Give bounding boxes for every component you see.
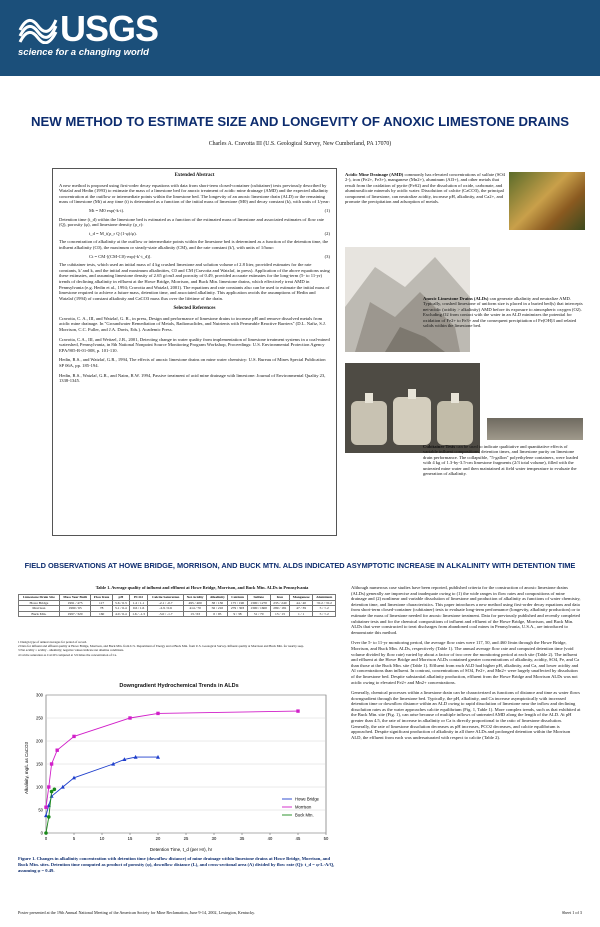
poster-title: NEW METHOD TO ESTIMATE SIZE AND LONGEVITY OF ANOXIC LIMESTONE DRAINS	[30, 114, 570, 129]
reference-item: Hedin, R.S., Watzlaf, G.R., and Nairn, R.W. 1994, Passive treatment of acid mine drainage with limestone: Journal of Environmental Quality 23, 1338-1345.	[59, 372, 326, 384]
abstract-paragraph: A new method is proposed using first-order decay equations with data from short-term closed-container (cubitainer) tests previously described by Watzlaf and Hedin (1993) to estimate the mass of a limestone bed for anoxic treatment of acidic mine drainage (AMD) and the expected alkalinity concentration at the outflow or intermediate points within the limestone bed. The longevity of an anoxic limestone drain (ALD) or the remaining mass of limestone (Mt) at any time (t) is determined as a function of the initial mass of limestone (M0) and decay constant (k), with units of 1/year:	[59, 182, 330, 205]
chart-ylabel: Alkalinity, mg/L as CaCO3	[24, 741, 29, 795]
author-line: Charles A. Cravotta III (U.S. Geological Survey, New Cumberland, PA 17070)	[208, 141, 392, 147]
table-header-cell: Net Acidity	[183, 595, 206, 601]
abstract-box	[52, 168, 337, 536]
x-tick-label: 15	[127, 836, 133, 841]
x-tick-label: 30	[211, 836, 217, 841]
ald-text: Anoxic Limestone Drains (ALDs) can generate alkalinity and neutralize AMD. Typically, crushed limestone of uniform size is placed in a buried bed(s) that intercepts net-acidic (acidity > alkalinity) AMD before its exposure to atmospheric oxygen (O2). Excluding O2 from contact with the water in an ALD minimizes the potential for oxidation of Fe2+ to Fe3+ and the consequent precipitation of Fe(OH)3 and related solids within the limestone bed.	[423, 296, 583, 329]
x-tick-label: 45	[295, 836, 301, 841]
usgs-logo[interactable]	[18, 8, 159, 58]
legend-label: Morrison	[295, 804, 312, 810]
legend-label: Buck Mtn.	[295, 812, 314, 818]
x-tick-label: 40	[267, 836, 273, 841]
data-point	[44, 831, 48, 835]
abstract-heading: Extended Abstract	[174, 173, 215, 178]
y-tick-label: 300	[36, 692, 43, 698]
y-tick-label: 200	[36, 738, 43, 744]
data-point	[44, 806, 47, 809]
table-title: Table 1. Average quality of influent and effluent at Howe Bridge, Morrison, and Buck Mtn. ALDs in Pennsylvania	[95, 585, 309, 590]
table-header-cell: Calcite Saturation	[148, 595, 184, 601]
table-header-cell: Manganese	[289, 595, 312, 601]
section-title: FIELD OBSERVATIONS AT HOWE BRIDGE, MORRISON, AND BUCK MTN. ALDS INDICATED ASYMPTOTIC INCREASE IN ALKALINITY WITH DETENTION TIME	[24, 561, 576, 570]
data-point	[56, 749, 59, 752]
table-note: 2 Data for influent and effluent quality at Howe Bridge, Morrison, and Buck Mtn. from U.S. Department of Energy and at Buck Mtn. from U.S. Geological Survey. Influent quality at Morrison and Buck Mtn. for nearby seep.	[18, 644, 305, 649]
footer	[18, 910, 582, 915]
body-paragraph: Although numerous case studies have been reported, published criteria for the construction of anoxic limestone drains (ALDs) generally are imprecise and inadequate owing to (1) the wide ranges in flow rates and compositions of mine drainage and (2) nonlinear and variable dissolution of limestone and production of alkalinity as functions of water chemistry, detention time, and limestone characteristics. This paper introduces a new method using first-order decay equations and data from short-term closed-container (cubitainer) tests to evaluate long-term performance (longevity, alkalinity production) or to estimate the mass of limestone needed for anoxic limestone treatment. Data for previously published and recently completed cubitainer tests and for the chemical compositions of influent and effluent of the Howe Bridge, Morrison, and Buck Mtn. ALDs that were constructed to treat discharges from abandoned coal mines in Pennsylvania, U.S.A., are introduced to demonstrate this method.	[351, 585, 581, 635]
equation-3: Ct = CM·[(CM-C0)·exp(-k'·t_d)]. (3)	[89, 253, 330, 259]
data-point	[72, 735, 75, 738]
data-point	[156, 712, 159, 715]
y-tick-label: 0	[40, 830, 43, 836]
logo-tagline: science for a changing world	[18, 47, 149, 58]
table-header-cell: Limestone Drain Site	[19, 595, 60, 601]
wave-icon	[18, 14, 58, 44]
body-paragraph: Over the 5- to 11-yr monitoring period, the average flow rates were 117, 50, and 460 l/min through the Howe Bridge, Morrison, and Buck Mtn. ALDs, respectively (Table 1). The annual average flow rate and computed detention time (void volume divided by flow rate) varied by about a factor of two over the monitoring period at each site (Table 2). The influent and effluent at the Howe Bridge and Morrison ALDs contained greater concentrations of alkalinity, acidity, SO4, Fe, and Ca than those at the Buck Mtn. site (Table 1). Effluent from each ALD had higher pH, alkalinity, and Ca, and lower acidity and Al concentrations than influent. In contrast, concentrations of SO4, Fe2+, and Mn2+ were largely unaffected by dissolution of the limestone bed. Despite substantial alkalinity production, effluent from the Howe Bridge and Morrison ALDs was not acidic owing to elevated Fe2+ and Mn2+ concentrations.	[351, 640, 580, 685]
data-point	[128, 716, 131, 719]
cubitainer-photo	[345, 363, 480, 453]
table-note: 4 Calcite saturation as CaCO3 computed at 3.9 times the concentration of Ca.	[18, 652, 117, 657]
equation-2: t_d = M_t(ρ_r Q (1-φ)/φ). (2)	[89, 230, 330, 236]
logo-text: USGS	[60, 8, 159, 49]
x-tick-label: 20	[155, 836, 161, 841]
reference-item: Hedin, R.S., and Watzlaf, G.R., 1994, The effects of anoxic limestone drains on mine water chemistry: U.S. Bureau of Mines Special Publication SP 06A, pp. 185-194.	[59, 357, 326, 369]
x-tick-label: 10	[99, 836, 105, 841]
table-row: Buck Mtn. 1997 / 320 160 4.0 / 6.4 1.6 / -1.3 -5.0 / -1.7 13 / 63 0 / 95 9 / 38 51 / 70 13 / 13 1 / 1 5 / <.2	[19, 611, 336, 617]
x-tick-label: 0	[44, 836, 48, 841]
x-tick-label: 25	[183, 836, 189, 841]
legend-label: Howe Bridge	[295, 796, 319, 802]
data-point	[50, 762, 53, 765]
references-heading: Selected References	[173, 306, 216, 312]
table-row: Howe Bridge 1991 / 475 117 5.6 / 6.3 1.2 / 1.1 -2.1 / -0.7 495 / 400 38 / 130 175 / 190 1300 / 1270 235 / 240 44 / 40 <0.2 / <0.2	[19, 600, 336, 606]
cubitainer-photo-strip	[487, 418, 583, 440]
amd-stream-photo	[509, 172, 585, 230]
table-note: 1 Design type of annual averages for period of record.	[18, 640, 88, 644]
data-point	[47, 785, 50, 788]
abstract-paragraph: The concentration of alkalinity at the outflow or intermediate points within the limestone bed is determined as a function of the detention time, the influent alkalinity (C0), the maximum or steady-state alkalinity (CM), and the rate constant (k'), with units of 1/hour:	[59, 239, 329, 250]
table-header-cell: Calcium	[228, 595, 247, 601]
table-header-cell: Alkalinity	[207, 595, 228, 601]
y-tick-label: 150	[36, 761, 43, 767]
chart-title: Downgradient Hydrochemical Trends in ALDs	[119, 683, 239, 689]
x-tick-label: 5	[72, 836, 76, 841]
table-notes	[18, 640, 338, 657]
table-header-cell: Iron	[270, 595, 289, 601]
amd-text: Acidic Mine Drainage (AMD) commonly has elevated concentrations of sulfate (SO4 2-), iron (Fe2+, Fe3+), manganese (Mn2+), aluminum (Al3+), and other metals that result from the oxidation of pyrite (FeS2) and the dissolution of oxide, carbonate, and aluminosilicate minerals by acidic water. Dissolution of calcite (CaCO3), the principal component of limestone, can neutralize acidity, increase pH, alkalinity, and Ca2+, and promote the precipitation and adsorption of metals.	[345, 172, 505, 205]
figure-caption: Figure 1. Changes in alkalinity concentration with detention time (downflow distance) of mine drainage within limestone drains at Howe Bridge, Morrison, and Buck Mtn. sites. Detention time computed as product of porosity (φ), downflow distance (L), and cross-sectional area (A) divided by flow rate (Q): t_d = φ·L·A/Q, assuming φ = 0.49.	[18, 856, 335, 873]
reference-item: Cravotta, C.A., III, and Weitzel, J.B., 2001, Detecting change in water quality from implementation of limestone treatment systems in a coal-mined watershed, Pennsylvania, in 8th National Nonpoint Source Monitoring Program Workshop, Proceedings: U.S. Environmental Protection Agency EPA/905-R-01-008, p. 101-110.	[59, 336, 330, 353]
quality-table	[18, 594, 336, 617]
table-header-cell: Flow Rate	[91, 595, 113, 601]
equation-1: Mt = M0 exp(-k·t). (1)	[89, 207, 330, 213]
x-tick-label: 50	[323, 836, 329, 841]
x-tick-label: 35	[239, 836, 245, 841]
reference-item: Cravotta, C. A., III, and Watzlaf, G. R., in press, Design and performance of limestone drains to increase pH and remove dissolved metals from acidic mine drainage. In "Groundwater Remediation of Metals, Radionuclides, and Nutrients with Permeable Reactive Barriers" (D.L. Naftz, S.J. Morrison, C.C. Fuller, and J.A. Davis, Eds.). Academic Press.	[59, 315, 326, 333]
y-tick-label: 50	[38, 807, 43, 813]
usgs-header-banner	[0, 0, 600, 76]
abstract-paragraph: Detention time (t_d) within the limestone bed is estimated as a function of the estimated mass of limestone and associated estimates of flow rate (Q), porosity (φ), and limestone density (ρ_r):	[59, 216, 324, 228]
right-column-text	[351, 585, 581, 745]
table-header-cell: PCO2	[129, 595, 147, 601]
table-header-cell: Sulfate	[247, 595, 270, 601]
data-point	[50, 790, 54, 794]
y-tick-label: 100	[36, 784, 43, 790]
y-tick-label: 250	[36, 715, 43, 721]
alkalinity-chart	[14, 673, 340, 855]
table-header-cell: pH	[112, 595, 129, 601]
table-header-cell: Aluminum	[313, 595, 336, 601]
cubitainer-text: Cubitainer Tests can be used to indicate qualitative and quantitative effects of variable influent compositions, detention times, and limestone purity on limestone drain performance. The collapsible, "5-gallon" polyethylene containers, were loaded with 4 kg of 1.3-by-3.5-cm limestone fragments (2/3 total volume), filled with the untreated mine water and then maintained at field water temperature to evaluate the generation of alkalinity.	[423, 444, 579, 477]
table-row: Morrison 1990 / 65 78 5.1 / 6.4 0.6 / 1.6 -2.9 / 0.6 414 / 70 56 / 210 279 / 303 1300 / 1600 289 / 181 47 / 39 5 / <.2	[19, 606, 336, 612]
table-header-cell: Mass Year Built	[59, 595, 90, 601]
footer-text: Poster presented at the 19th Annual National Meeting of the American Society for Mine Reclamation, June 9-14, 2002, Lexington, Kentucky.	[18, 910, 255, 915]
abstract-paragraph: The cubitainer tests, which used an initial mass of 4 kg crushed limestone and solution volume of 2.8 liter, provided estimates for the rate constants, k' and k, and the initial and maximum alkalinities, C0 and CM (Cravotta and Watzlaf, in press). Application of the above equations using these estimates, and assuming limestone density of 2.65 g/cm3 and porosity of 0.49, provided accurate estimates for the long-term (5- to 11-yr) trends of declining alkalinity in effluent at the Howe Bridge, Morrison, and Buck Mtn. limestone drains, which effectively treat AMD in Pennsylvania (e.g. Hedin et al., 1994; Cravotta and Watzlaf, 2001). The equations and rate constants also can be used to estimate the initial mass of limestone required to achieve a future mass, detention time, and associated alkalinity. This application avoids the assumptions of Hedin and Watzlaf (1994) of constant alkalinity and CaCO3 mass flux over the lifetime of the drain.	[59, 262, 330, 301]
sheet-number: Sheet 1 of 3	[561, 910, 582, 915]
body-paragraph: Generally, chemical processes within a limestone drain can be characterized as functions of distance and time as water flows downgradient through the limestone bed. Typically, the pH, alkalinity, and Ca increase asymptotically with increased detention time or downflow distance within an ALD owing to rapid dissolution of limestone near the inflow and declining dissolution rates as the water approaches calcite equilibrium (Fig. 1, Table 1). More complex trends, such as that exhibited at the Buck Mtn. site (Fig. 1), can arise because of multiple inflows of untreated AMD along the length of the ALD. At pH greater than 4.5, the rate of increase in alkalinity or Ca is directly proportional to the ratio of limestone dissolution. Generally, the rate of limestone dissolution decreases as pH increases, PCO2 decreases, and calcite equilibrium is approached. Despite significant production of alkalinity in all three ALDs and prolonged detention within the Morrison ALD, the effluent from each was undersaturated with respect to calcite (Table 2).	[351, 690, 581, 740]
data-point	[296, 709, 299, 712]
chart-xlabel: Detention Time, t_d (per Hr), hr	[149, 847, 213, 852]
data-point	[53, 788, 57, 792]
data-point	[47, 815, 51, 819]
table-note: 3 Net acidity = acidity - alkalinity; negative values indicate net alkaline conditions.	[18, 648, 124, 653]
